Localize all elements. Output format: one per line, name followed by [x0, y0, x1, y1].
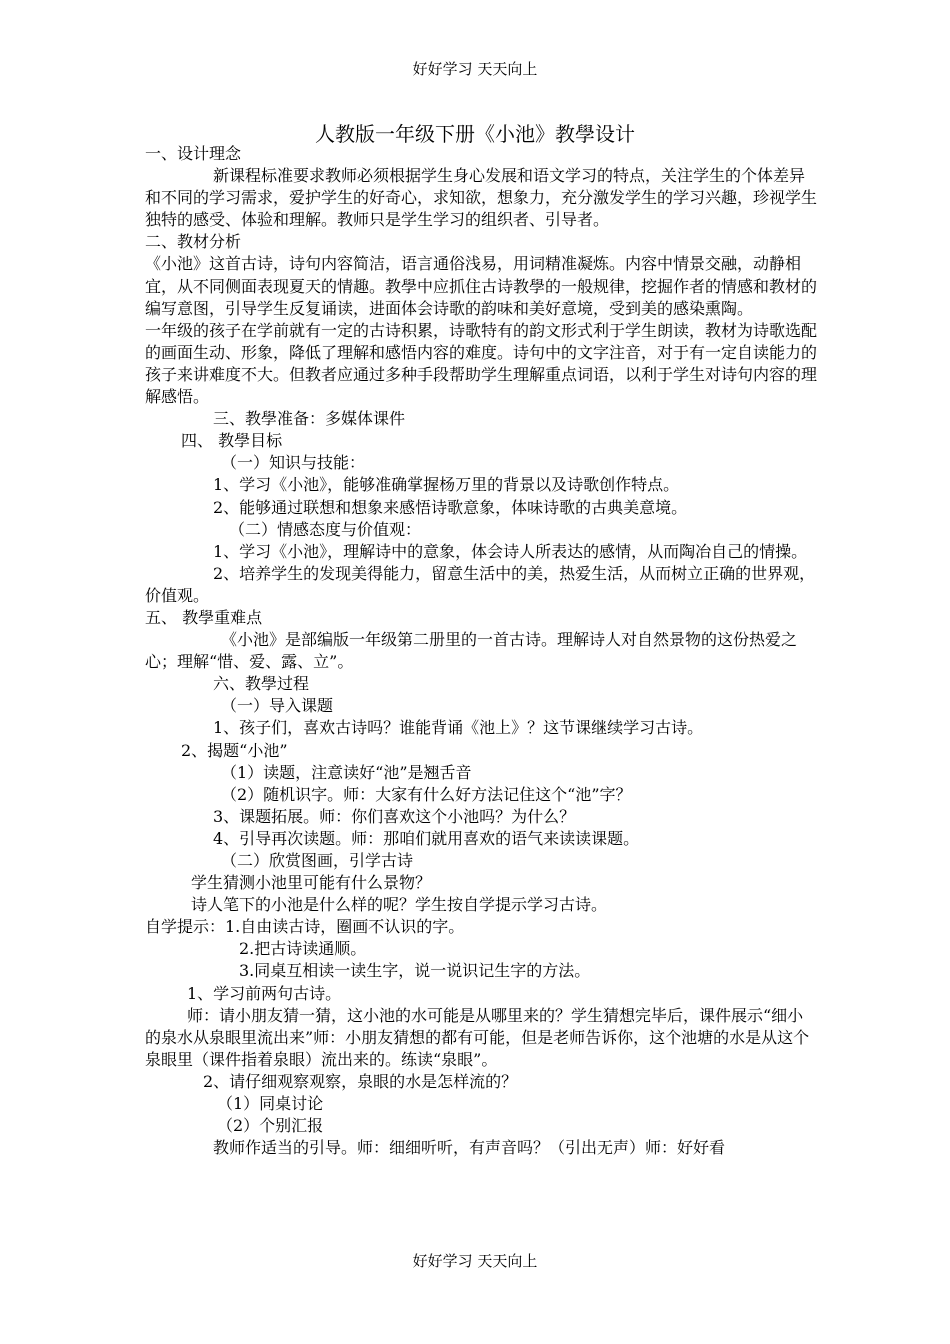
page-header: 好好学习 天天向上	[412, 60, 538, 78]
paragraph: （二）欣赏图画，引学古诗	[221, 851, 414, 870]
paragraph: 六、教學过程	[213, 674, 310, 694]
paragraph: 4、引导再次读题。师：那咱们就用喜欢的语气来读读课题。	[213, 828, 640, 848]
paragraph: 2、能够通过联想和想象来感悟诗歌意象，体味诗歌的古典美意境。	[213, 497, 688, 517]
paragraph: 2、培养学生的发现美得能力，留意生活中的美，热爱生活，从而树立正确的世界观，价值观。	[145, 563, 816, 605]
paragraph: 诗人笔下的小池是什么样的呢？学生按自学提示学习古诗。	[191, 895, 608, 915]
document-title: 人教版一年级下册《小池》教學设计	[315, 122, 635, 146]
paragraph: 1、学习《小池》，能够准确掌握杨万里的背景以及诗歌创作特点。	[213, 475, 680, 495]
paragraph: （二）情感态度与价值观：	[229, 519, 422, 539]
paragraph: 3.同桌互相读一读生字，说一说识记生字的方法。	[239, 961, 591, 981]
paragraph: （2）个别汇报	[217, 1116, 324, 1136]
paragraph: 一年级的孩子在学前就有一定的古诗积累，诗歌特有的韵文形式利于学生朗读，教材为诗歌选配的画面生动、形象，降低了理解和感悟内容的难度。诗句中的文字注音，对于有一定自读能力的孩子来讲难度不大。但教者应通过多种手段帮助学生理解重点词语，以利于学生对诗句内容的理解感悟。	[145, 320, 818, 407]
paragraph: 教师作适当的引导。师：细细听听，有声音吗？（引出无声）师：好好看	[213, 1138, 726, 1158]
paragraph: （一）知识与技能：	[221, 453, 366, 473]
paragraph: 新课程标准要求教师必须根据学生身心发展和语文学习的特点，关注学生的个体差异和不同的学习需求，爱护学生的好奇心，求知欲，想象力，充分激发学生的学习兴趣，珍视学生独特的感受、体验和理解。教师只是学生学习的组织者、引导者。	[145, 166, 818, 230]
page-footer: 好好学习 天天向上	[412, 1252, 538, 1270]
paragraph: （2）随机识字。师：大家有什么好方法记住这个“池”字？	[221, 784, 632, 804]
paragraph: 一、设计理念	[145, 144, 242, 163]
paragraph: 2.把古诗读通顺。	[239, 939, 367, 959]
paragraph: 二、教材分析	[145, 232, 242, 252]
paragraph: 1、学习前两句古诗。	[187, 983, 342, 1003]
paragraph: 三、教學准备：多媒体课件	[213, 409, 406, 429]
paragraph: （一）导入课题	[221, 696, 334, 716]
paragraph: 自学提示：1.自由读古诗，圈画不认识的字。	[145, 917, 465, 937]
paragraph: 四、 教學目标	[181, 431, 283, 451]
paragraph: 3、课题拓展。师：你们喜欢这个小池吗？为什么？	[213, 806, 576, 826]
paragraph: 《小池》这首古诗，诗句内容简洁，语言通俗浅易，用词精准凝炼。内容中情景交融，动静相宜，从不同侧面表现夏天的情趣。教學中应抓住古诗教學的一般规律，挖掘作者的情感和教材的编写意图，引导学生反复诵读，进面体会诗歌的韵味和美好意境，受到美的感染熏陶。	[145, 254, 818, 318]
paragraph: 2、揭题“小池”	[181, 740, 288, 760]
paragraph: 2、请仔细观察观察，泉眼的水是怎样流的？	[203, 1071, 518, 1091]
paragraph: 1、孩子们，喜欢古诗吗？谁能背诵《池上》？这节课继续学习古诗。	[213, 718, 704, 738]
document-body	[145, 143, 817, 1159]
paragraph: 五、 教學重难点	[145, 607, 263, 627]
paragraph: （1）读题，注意读好“池”是翘舌音	[221, 762, 472, 782]
paragraph: 师：请小朋友猜一猜，这小池的水可能是从哪里来的？学生猜想完毕后，课件展示“细小的泉水从泉眼里流出来”师：小朋友猜想的都有可能，但是老师告诉你，这个池塘的水是从这个泉眼里（课件指着泉眼）流出来的。练读“泉眼”。	[145, 1005, 810, 1069]
paragraph: 《小池》是部编版一年级第二册里的一首古诗。理解诗人对自然景物的这份热爱之心；理解“惜、爱、露、立”。	[145, 630, 798, 672]
paragraph: （1）同桌讨论	[217, 1094, 324, 1114]
paragraph: 学生猜测小池里可能有什么景物？	[191, 873, 432, 893]
paragraph: 1、学习《小池》，理解诗中的意象，体会诗人所表达的感情，从而陶冶自己的情操。	[213, 541, 808, 561]
